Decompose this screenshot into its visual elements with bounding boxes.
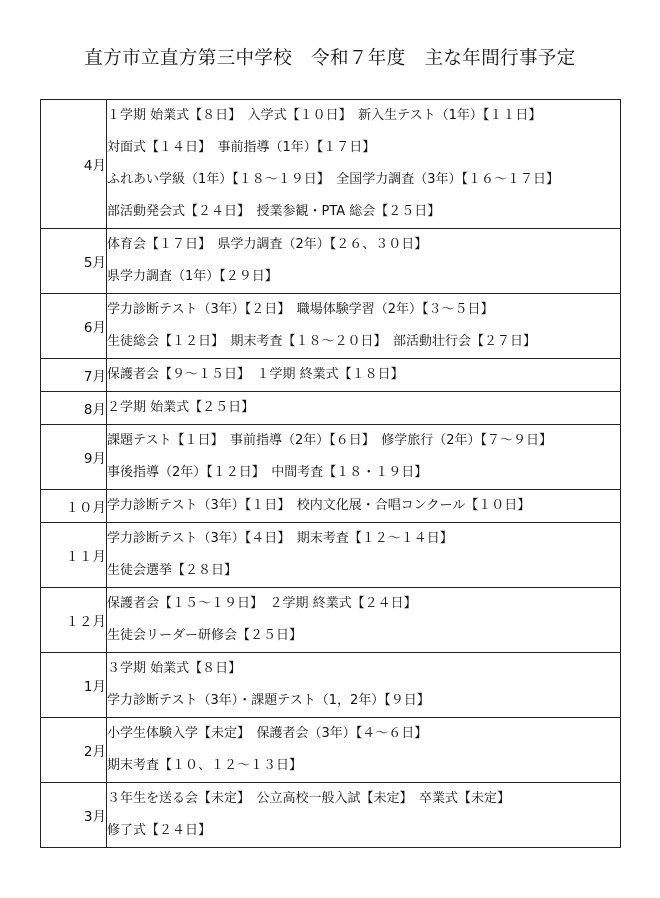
month-label: １２月 xyxy=(41,588,107,653)
event-line: 県学力調査（1年）【２９日】 xyxy=(107,269,278,284)
event-line: 体育会【１７日】 県学力調査（2年）【２６、３０日】 xyxy=(107,237,428,252)
month-events xyxy=(107,359,621,392)
month-row xyxy=(41,229,621,294)
month-events xyxy=(107,294,621,359)
month-label: 4月 xyxy=(41,100,107,229)
month-label: 6月 xyxy=(41,294,107,359)
event-line: 部活動発会式【２４日】 授業参観・PTA 総会【２５日】 xyxy=(107,204,441,219)
month-events xyxy=(107,100,621,229)
event-line: ３年生を送る会【未定】 公立高校一般入試【未定】 卒業式【未定】 xyxy=(107,791,511,806)
month-events xyxy=(107,229,621,294)
month-row xyxy=(41,294,621,359)
event-line: 生徒会選挙【２８日】 xyxy=(107,563,238,578)
month-row xyxy=(41,783,621,848)
month-row xyxy=(41,425,621,490)
month-label: 9月 xyxy=(41,425,107,490)
month-row xyxy=(41,653,621,718)
event-line: 学力診断テスト（3年）【１日】 校内文化展・合唱コンクール【１０日】 xyxy=(107,498,531,513)
event-line: ふれあい学級（1年）【１８～１９日】 全国学力調査（3年）【１６～１７日】 xyxy=(107,172,560,187)
month-row xyxy=(41,392,621,425)
month-events xyxy=(107,653,621,718)
event-line: 期末考査【１０、１２～１３日】 xyxy=(107,758,303,773)
event-line: 生徒総会【１２日】 期末考査【１８～２０日】 部活動壮行会【２７日】 xyxy=(107,334,537,349)
month-label: 3月 xyxy=(41,783,107,848)
event-line: 対面式【１４日】 事前指導（1年）【１７日】 xyxy=(107,140,376,155)
month-row xyxy=(41,523,621,588)
month-label: 2月 xyxy=(41,718,107,783)
month-events xyxy=(107,490,621,523)
event-line: 生徒会リーダー研修会【２５日】 xyxy=(107,628,303,643)
month-row xyxy=(41,588,621,653)
schedule-body xyxy=(41,100,621,848)
page-title: 直方市立直方第三中学校 令和７年度 主な年間行事予定 xyxy=(84,48,576,69)
event-line: 事後指導（2年）【１２日】 中間考査【１８・１９日】 xyxy=(107,465,428,480)
month-events xyxy=(107,588,621,653)
event-line: 学力診断テスト（3年）【２日】 職場体験学習（2年）【３～５日】 xyxy=(107,302,494,317)
month-events xyxy=(107,523,621,588)
month-label: 5月 xyxy=(41,229,107,294)
month-events xyxy=(107,718,621,783)
month-label: 1月 xyxy=(41,653,107,718)
month-row xyxy=(41,490,621,523)
event-line: 課題テスト【１日】 事前指導（2年）【６日】 修学旅行（2年）【７～９日】 xyxy=(107,433,553,448)
month-events xyxy=(107,392,621,425)
event-line: 保護者会【９～１５日】 １学期 終業式【１８日】 xyxy=(107,367,404,382)
event-line: 学力診断テスト（3年）・課題テスト（1，2年）【９日】 xyxy=(107,693,430,708)
month-row xyxy=(41,359,621,392)
month-row xyxy=(41,100,621,229)
event-line: ３学期 始業式【８日】 xyxy=(107,661,242,676)
month-label: １１月 xyxy=(41,523,107,588)
event-line: １学期 始業式【８日】 入学式【１０日】 新入生テスト（1年）【１１日】 xyxy=(107,108,542,123)
event-line: 小学生体験入学【未定】 保護者会（3年）【４～６日】 xyxy=(107,726,428,741)
event-line: 修了式【２４日】 xyxy=(107,823,212,838)
event-line: 学力診断テスト（3年）【４日】 期末考査【１２～１４日】 xyxy=(107,531,453,546)
month-row xyxy=(41,718,621,783)
month-events xyxy=(107,783,621,848)
month-label: １０月 xyxy=(41,490,107,523)
month-events xyxy=(107,425,621,490)
event-line: ２学期 始業式【２５日】 xyxy=(107,400,255,415)
month-label: 8月 xyxy=(41,392,107,425)
event-line: 保護者会【１５～１９日】 ２学期 終業式【２４日】 xyxy=(107,596,417,611)
annual-schedule-table xyxy=(40,99,621,848)
month-label: 7月 xyxy=(41,359,107,392)
